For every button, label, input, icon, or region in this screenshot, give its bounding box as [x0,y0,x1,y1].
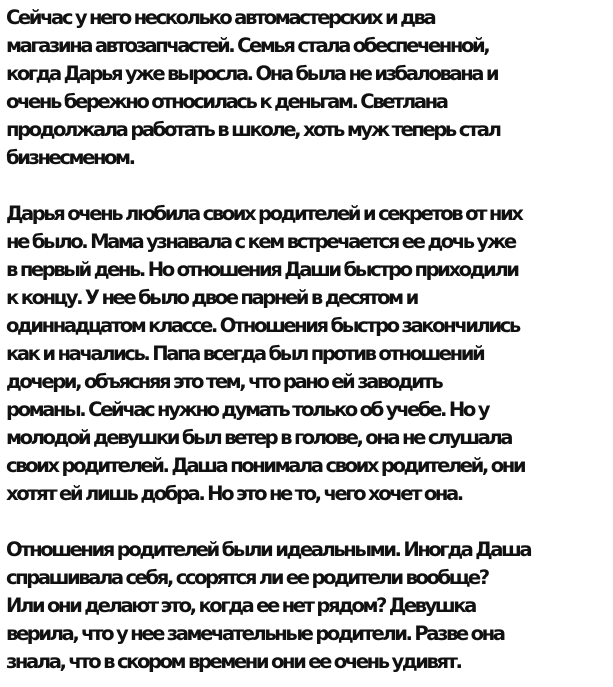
text-line: романы. Сейчас нужно думать только об учебе. Но у [6,398,489,421]
text-line: знала, что в скором времени они ее очень удивят. [6,650,461,673]
text-line: в первый день. Но отношения Даши быстро приходили [6,258,518,281]
text-line: магазина автозапчастей. Семья стала обеспеченной, [6,34,489,57]
text-line: к концу. У нее было двое парней в десятом и [6,286,417,309]
text-line: Сейчас у него несколько автомастерских и два [6,6,435,29]
text-line: когда Дарья уже выросла. Она была не избалована и [6,62,498,85]
paragraph-2 [6,200,613,508]
text-line: Дарья очень любила своих родителей и секретов от них [6,202,522,225]
text-line: не было. Мама узнавала с кем встречается ее дочь уже [6,230,515,253]
text-line: одиннадцатом классе. Отношения быстро закончились [6,314,519,337]
text-line: хотят ей лишь добра. Но это не то, чего хочет она. [6,482,462,505]
text-line: Или они делают это, когда ее нет рядом? Девушка [6,594,475,617]
paragraph-3 [6,536,613,676]
text-line: своих родителей. Даша понимала своих родителей, они [6,454,525,477]
text-line: спрашивала себя, ссорятся ли ее родители вообще? [6,566,488,589]
text-line: как и начались. Папа всегда был против отношений [6,342,484,365]
text-line: продолжала работать в школе, хоть муж теперь стал [6,118,500,141]
text-line: очень бережно относилась к деньгам. Светлана [6,90,447,113]
text-line: молодой девушки был ветер в голове, она не слушала [6,426,512,449]
paragraph-1 [6,4,613,172]
text-line: верила, что у нее замечательные родители. Разве она [6,622,504,645]
text-line: бизнесменом. [6,146,134,169]
text-line: Отношения родителей были идеальными. Иногда Даша [6,538,531,561]
text-line: дочери, объясняя это тем, что рано ей заводить [6,370,442,393]
